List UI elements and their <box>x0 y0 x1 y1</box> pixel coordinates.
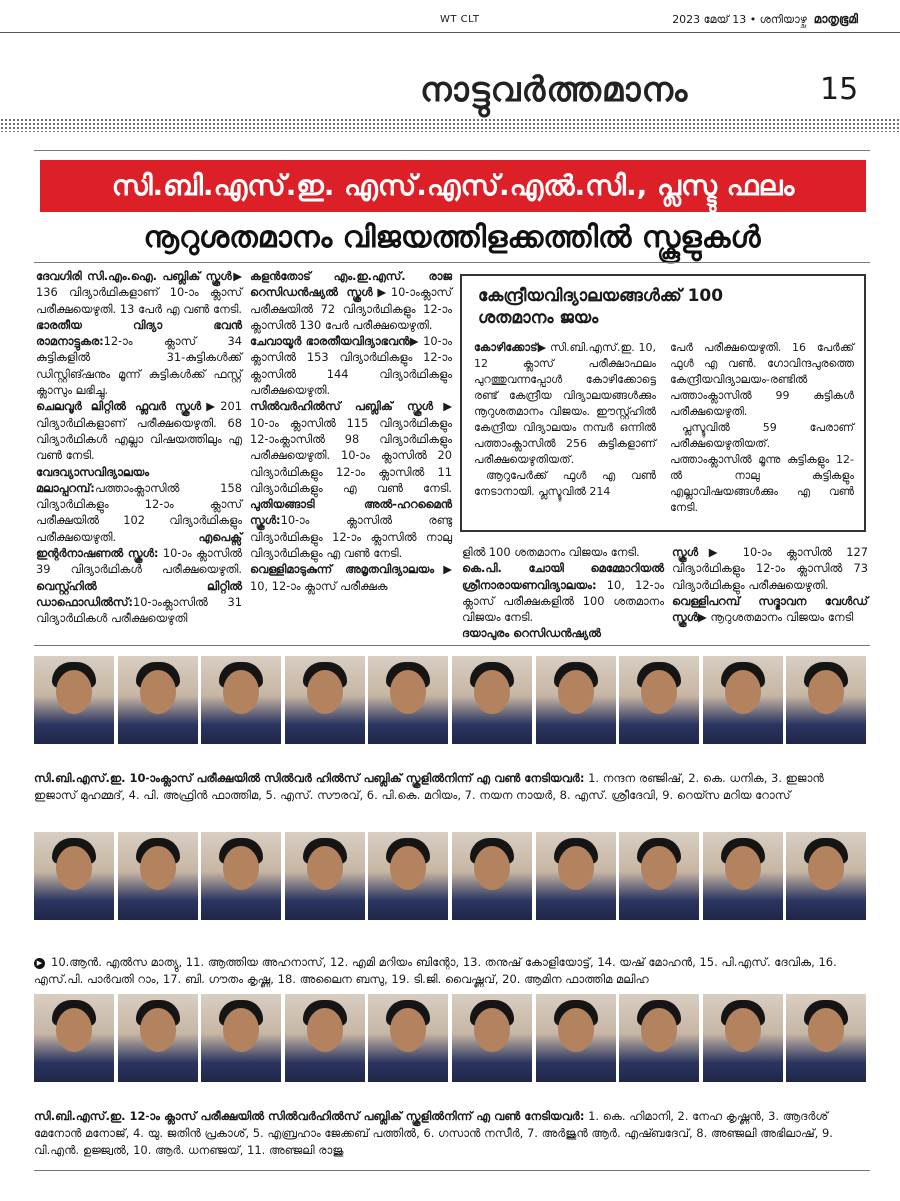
photo-face <box>140 846 176 890</box>
frame-rule-bottom <box>34 1170 870 1171</box>
photo-face <box>56 670 92 714</box>
body-text: പേർ പരീക്ഷയെഴുതി. 16 പേർക്ക് ഫുൾ എ വൺ. ഗോവിന്ദപുരത്തെ കേന്ദ്രീയവിദ്യാലയം-രണ്ടിൽ പത്താംക്ലാസിൽ 99 കുട്ടികൾ പരീക്ഷയെഴുതി. <box>670 341 854 418</box>
student-photo <box>786 832 866 920</box>
photo-face <box>558 1008 594 1052</box>
school-name: ചെലവൂർ ലിറ്റിൽ ഫ്ലവർ സ്കൂൾ▶ <box>36 399 221 414</box>
caption-names: 1. നന്ദന രഞ്ജിഷ്, 2. കെ. ധനിക, 3. ഇജാൻ ഇജാസ് മുഹമ്മദ്, 4. പി. അഫ്രിൻ ഫാത്തിമ, 5. എസ്. സൗരവ്, 6. പി.കെ. മറിയം, 7. നയന നായർ, 8. എസ്. ശ്രീദേവി, 9. റെയ്സ മറിയ റോസ് <box>34 771 824 802</box>
photo-row-1 <box>34 656 870 746</box>
student-photo <box>703 832 783 920</box>
school-name: ഭാരതീയ വിദ്യാ ഭവൻ രാമനാട്ടുകര: <box>36 317 242 349</box>
body-text: പത്താംക്ലാസിൽ 158 വിദ്യാർഥികളും 12-ാം ക്ലാസ് പരീക്ഷയിൽ 102 വിദ്യാർഥികളും പരീക്ഷയെഴുതി. <box>36 480 242 544</box>
student-photo <box>201 656 281 744</box>
photo-face <box>56 846 92 890</box>
body-text: 201 വിദ്യാർഥികളാണ് പരീക്ഷയെഴുതി. 68 വിദ്യാർഥികൾ എല്ലാ വിഷയത്തിലും എ വൺ നേടി. <box>36 399 242 463</box>
date-text: 2023 മേയ് 13 • ശനിയാഴ്ച <box>672 13 807 26</box>
school-name: സിൽവർഹിൽസ് പബ്ലിക് സ്കൂൾ▶ <box>250 399 452 414</box>
photo-face <box>641 846 677 890</box>
student-photo <box>368 994 448 1082</box>
result-banner: സി.ബി.എസ്.ഇ. എസ്.എസ്.എൽ.സി., പ്ലസ്ടു ഫലം <box>40 160 866 212</box>
caption-heading: സി.ബി.എസ്.ഇ. 10-ാംക്ലാസ് പരീക്ഷയിൽ സിൽവർ ഹിൽസ് പബ്ലിക് സ്കൂളിൽനിന്ന് എ വൺ നേടിയവർ: <box>34 771 585 785</box>
photo-face <box>808 670 844 714</box>
school-name: വെസ്റ്റ്ഹിൽ ലിറ്റിൽ ഡാഫൊഡിൽസ്: <box>36 578 242 609</box>
student-photo <box>619 832 699 920</box>
photo-caption-2 <box>34 954 870 988</box>
article-column-4 <box>672 544 868 625</box>
photo-face <box>56 1008 92 1052</box>
body-text: പ്ലസ്ടുവിൽ 59 പേരാണ് പരീക്ഷയെഴുതിയത്. പത്താംക്ലാസിൽ മൂന്നു കുട്ടികളും 12-ൽ നാലു കുട്ടികളും എല്ലാവിഷയങ്ങൾക്കും എ വൺ നേടി. <box>670 421 854 514</box>
photo-face <box>474 846 510 890</box>
box-column-right <box>670 340 854 516</box>
school-name: വേദവ്യാസവിദ്യാലയം മലാപ്പറമ്പ്: <box>36 464 150 495</box>
caption-heading: സി.ബി.എസ്.ഇ. 12-ാം ക്ലാസ് പരീക്ഷയിൽ സിൽവർഹിൽസ് പബ്ലിക് സ്കൂളിൽനിന്ന് എ വൺ നേടിയവർ: <box>34 1109 585 1123</box>
school-name: ദയാപുരം റെസിഡൻഷ്യൽ <box>462 626 601 641</box>
student-photo <box>452 832 532 920</box>
student-photo <box>368 832 448 920</box>
school-name: പുതിയങ്ങാടി അൽ-ഹറമൈൻ സ്കൂൾ: <box>250 497 452 528</box>
student-photo <box>786 656 866 744</box>
photo-face <box>140 670 176 714</box>
photo-face <box>140 1008 176 1052</box>
photo-face <box>641 1008 677 1052</box>
student-photo <box>536 656 616 744</box>
place-name: കോഴിക്കോട്▶ <box>474 341 547 354</box>
body-text: 136 വിദ്യാർഥികളാണ് 10-ാം ക്ലാസ് പരീക്ഷയെഴുതി. 13 പേർ എ വൺ നേടി. <box>36 285 242 316</box>
headline-rule <box>34 262 870 263</box>
headline: നൂറുശതമാനം വിജയത്തിളക്കത്തിൽ സ്കൂളുകൾ <box>143 220 761 255</box>
photo-face <box>307 846 343 890</box>
school-name: കെ.പി. ചോയി മെമ്മോറിയൽ ശ്രീനാരായണവിദ്യാലയം: <box>462 561 664 592</box>
photo-face <box>808 846 844 890</box>
top-bar <box>0 0 900 60</box>
student-photo <box>201 832 281 920</box>
body-text: 10-ാം ക്ലാസിൽ 153 വിദ്യാർഥികളും 12-ാം ക്ലാസിൽ 144 വിദ്യാർഥികളും പരീക്ഷയെഴുതി. <box>250 334 452 398</box>
student-photo <box>34 832 114 920</box>
body-text: ളിൽ 100 ശതമാനം വിജയം നേടി. <box>462 545 640 559</box>
student-photo <box>703 994 783 1082</box>
top-divider <box>0 32 900 33</box>
photo-face <box>223 1008 259 1052</box>
photo-face <box>474 1008 510 1052</box>
box-column-left <box>474 340 656 500</box>
student-photo <box>285 656 365 744</box>
student-photo <box>118 656 198 744</box>
body-text: 10-ാം ക്ലാസിൽ 39 വിദ്യാർഥികൾ പരീക്ഷയെഴുതി. <box>36 546 242 577</box>
body-text: 10-ാംക്ലാസ് പരീക്ഷയിൽ 72 വിദ്യാർഥികളും 12-ാം ക്ലാസിൽ 130 പേർ പരീക്ഷയെഴുതി. <box>250 285 452 332</box>
photo-face <box>307 1008 343 1052</box>
photo-face <box>558 670 594 714</box>
photo-face <box>725 670 761 714</box>
school-name: വെള്ളിമാടുകുന്ന് അമൃതവിദ്യാലയം▶ <box>250 562 452 577</box>
body-text: 10-ാം ക്ലാസിൽ 127 വിദ്യാർഥികളും 12-ാം ക്ലാസിൽ 73 വിദ്യാർഥികളും പരീക്ഷയെഴുതി. <box>672 545 868 592</box>
photo-row-2 <box>34 832 870 922</box>
student-photo <box>619 656 699 744</box>
student-photo <box>536 994 616 1082</box>
photo-face <box>223 670 259 714</box>
body-text: 10-ാം ക്ലാസിൽ രണ്ടു വിദ്യാർഥികളും 12-ാം ക്ലാസിൽ നാലു വിദ്യാർഥികളും എ വൺ നേടി. <box>250 513 452 561</box>
photo-caption-1 <box>34 770 870 804</box>
box-title: കേന്ദ്രീയവിദ്യാലയങ്ങൾക്ക് 100 ശതമാനം ജയം <box>478 286 724 328</box>
student-photo <box>285 832 365 920</box>
photo-face <box>725 1008 761 1052</box>
body-text: സി.ബി.എസ്.ഇ. 10, 12 ക്ലാസ് പരീക്ഷാഫലം പുറത്തുവന്നപ്പോൾ കോഴിക്കോട്ടെ രണ്ട് കേന്ദ്രീയ വിദ്യാലയങ്ങൾക്കും നൂറുശതമാനം വിജയം. ഈസ്റ്റ്ഹിൽ കേന്ദ്രീയ വിദ്യാലയം നമ്പർ ഒന്നിൽ പത്താംക്ലാസിൽ 256 കുട്ടികളാണ് പരീക്ഷയെഴുതിയത്. <box>474 341 656 466</box>
article-column-1 <box>36 268 242 627</box>
photo-face <box>474 670 510 714</box>
student-photo <box>201 994 281 1082</box>
edition-code: WT CLT <box>440 14 480 25</box>
school-name: ചേവായൂർ ഭാരതീയവിദ്യാഭവൻ▶ <box>250 334 420 349</box>
school-name: കളൻതോട് എം.ഇ.എസ്. രാജ റെസിഡൻഷ്യൽ സ്കൂൾ▶ <box>250 269 452 300</box>
body-text: നൂറുശതമാനം വിജയം നേടി <box>706 610 854 625</box>
body-text: 10-ാംക്ലാസിൽ 31 വിദ്യാർഥികൾ പരീക്ഷയെഴുതി <box>36 594 242 626</box>
masthead-brand: മാതൃഭൂമി <box>813 12 858 26</box>
halftone-divider <box>0 118 900 132</box>
student-photo <box>34 656 114 744</box>
photo-face <box>641 670 677 714</box>
school-name: സ്കൂൾ▶ <box>672 545 729 559</box>
article-column-2 <box>250 268 452 594</box>
photo-caption-3 <box>34 1108 870 1159</box>
student-photo <box>619 994 699 1082</box>
play-icon: ▶ <box>34 958 45 969</box>
school-name: വെള്ളിപറമ്പ് സദ്ഭാവന വേൾഡ് സ്കൂൾ▶ <box>672 593 868 625</box>
caption-names: 1. കെ. ഹിമാനി, 2. നേഹ കൃഷ്ണൻ, 3. ആദർശ് മേനോൻ മനോജ്, 4. യു. ജതിൻ പ്രകാശ്, 5. എബ്രഹാം ജേക്കബ് പത്തിൽ, 6. ഗസാൻ നസീർ, 7. അർജുൻ ആർ. എഷ്ബദേവ്, 8. അഞ്ജലി അഭിലാഷ്, 9. വി.എൻ. ഉജ്ജ്വൽ, 10. ആർ. ധനഞ്ജയ്, 11. അഞ്ജലി രാജു <box>34 1109 833 1157</box>
section-title: നാട്ടുവർത്തമാനം <box>420 70 689 110</box>
photo-face <box>307 670 343 714</box>
student-photo <box>118 994 198 1082</box>
student-photo <box>368 656 448 744</box>
photo-face <box>390 670 426 714</box>
body-text: 12-ാം ക്ലാസ് 34 കുട്ടികളിൽ 31-കുട്ടികൾക്ക് ഡിസ്റ്റിങ്ഷനും മൂന്ന് കുട്ടികൾക്ക് ഫസ്റ്റ് ക്ലാസും ലഭിച്ചു. <box>36 334 242 398</box>
photo-face <box>558 846 594 890</box>
body-text: 10, 12-ാം ക്ലാസ് പരീക്ഷകളിൽ 100 ശതമാനം വിജയം നേടി. <box>462 577 664 625</box>
student-photo <box>452 994 532 1082</box>
photo-section-rule <box>34 645 870 646</box>
student-photo <box>703 656 783 744</box>
photo-face <box>390 846 426 890</box>
dateline <box>672 12 858 27</box>
body-text: ആറുപേർക്ക് ഫുൾ എ വൺ നേടാനായി. പ്ലസ്ടുവിൽ 214 <box>474 469 656 498</box>
photo-face <box>725 846 761 890</box>
article-column-3 <box>462 544 664 642</box>
student-photo <box>452 656 532 744</box>
body-text: 10, 12-ാം ക്ലാസ് പരീക്ഷക <box>250 578 388 593</box>
photo-face <box>223 846 259 890</box>
student-photo <box>536 832 616 920</box>
frame-rule-top <box>34 150 870 151</box>
student-photo <box>786 994 866 1082</box>
student-photo <box>118 832 198 920</box>
photo-face <box>808 1008 844 1052</box>
caption-names: 10.ആൻ. എൽസ മാത്യു, 11. ആത്തിയ അഹനാസ്, 12. എമി മറിയം ബിന്റോ, 13. തനുഷ് കോളിയോട്ട്, 14. യഷ് മോഹൻ, 15. പി.എസ്. ദേവിക, 16. എസ്.പി. പാർവതി റാം, 17. ബി. ഗൗതം കൃഷ്ണ, 18. അലൈന ബസു, 19. ടി.ജി. വൈഷ്ണവ്, 20. ആമിന ഫാത്തിമ മലിഹ <box>34 955 837 986</box>
photo-face <box>390 1008 426 1052</box>
student-photo <box>285 994 365 1082</box>
school-name: ദേവഗിരി സി.എം.ഐ. പബ്ലിക് സ്കൂൾ▶ <box>36 269 242 283</box>
photo-row-3 <box>34 994 870 1084</box>
page-number: 15 <box>820 72 859 107</box>
student-photo <box>34 994 114 1082</box>
school-name: എപെക്സ് ഇന്റർനാഷണൽ സ്കൂൾ: <box>36 529 242 561</box>
body-text: 10-ാം ക്ലാസിൽ 115 വിദ്യാർഥികളും 12-ാംക്ലാസിൽ 98 വിദ്യാർഥികളും പരീക്ഷയെഴുതി. 10-ാം ക്ലാസിൽ 20 വിദ്യാർഥികളും 12-ാം ക്ലാസിൽ 11 വിദ്യാർഥികളും എ വൺ നേടി. <box>250 415 452 495</box>
